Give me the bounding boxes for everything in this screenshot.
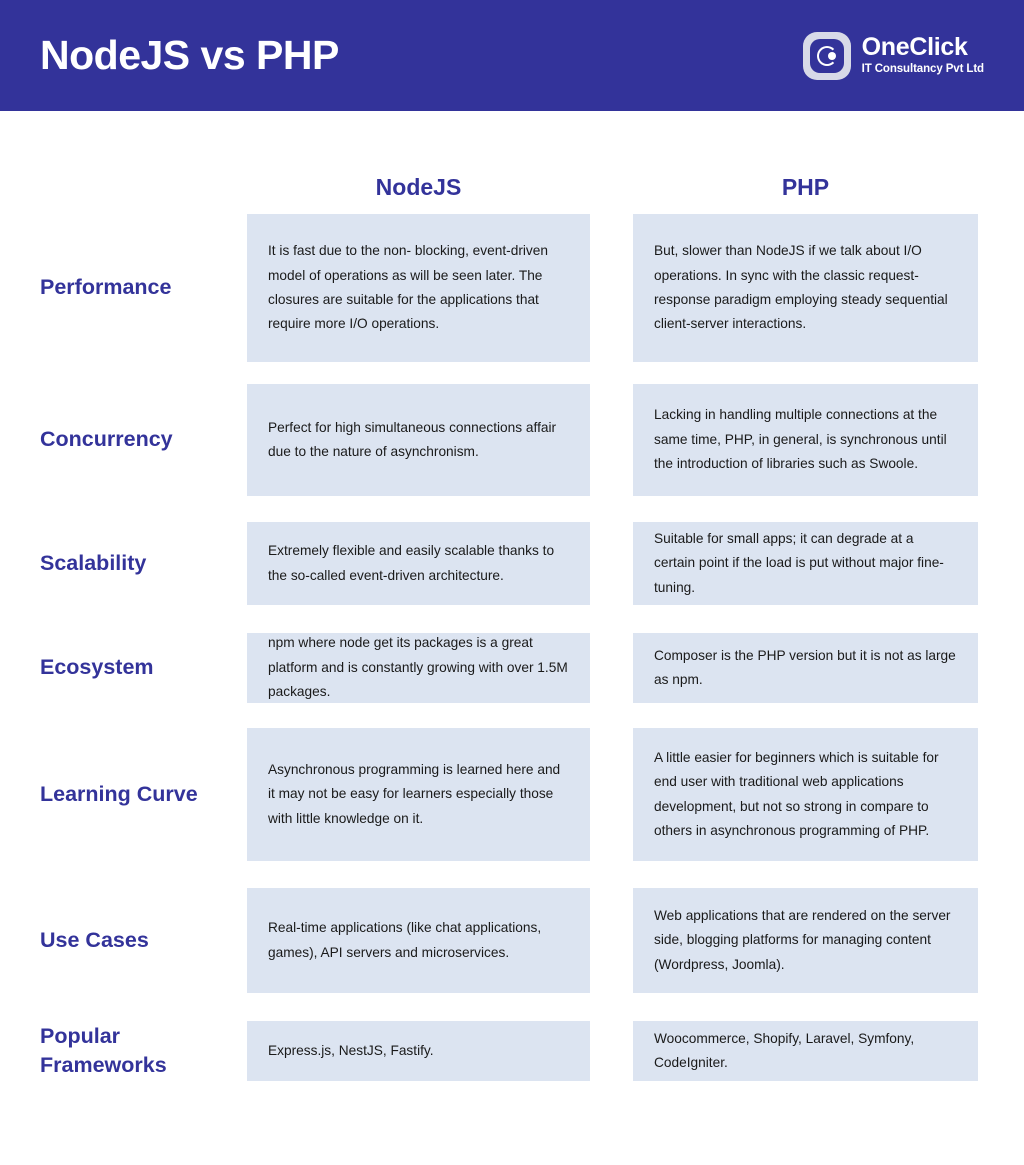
cell-use-cases-php: Web applications that are rendered on the server side, blogging platforms for managing content (Wordpress, Joomla).	[633, 888, 978, 993]
column-headers-row	[0, 174, 1024, 201]
row-label-concurrency: Concurrency	[40, 427, 173, 452]
cell-performance-php: But, slower than NodeJS if we talk about I/O operations. In sync with the classic request-response paradigm employing steady sequential client-server interactions.	[633, 214, 978, 362]
column-header-php: PHP	[781, 174, 830, 200]
page-header	[0, 0, 1024, 111]
table-row	[0, 214, 1024, 362]
logo-tagline: IT Consultancy Pvt Ltd	[861, 63, 984, 76]
cell-gap	[590, 214, 633, 362]
cell-concurrency-php: Lacking in handling multiple connections at the same time, PHP, in general, is synchronous until the introduction of libraries such as Swoole.	[633, 384, 978, 496]
page-title: NodeJS vs PHP	[40, 32, 339, 78]
comparison-table	[0, 174, 1024, 1081]
column-header-spacer	[0, 174, 247, 201]
cell-use-cases-nodejs: Real-time applications (like chat applications, games), API servers and microservices.	[247, 888, 590, 993]
table-row	[0, 1021, 1024, 1081]
cell-learning-curve-php: A little easier for beginners which is suitable for end user with traditional web applications development, but not so strong in compare to others in asynchronous programming of PHP.	[633, 728, 978, 861]
table-row	[0, 522, 1024, 605]
row-label-scalability: Scalability	[40, 550, 147, 575]
logo-company-name: OneClick	[861, 33, 968, 62]
logo-text-block	[862, 35, 984, 76]
cell-ecosystem-php: Composer is the PHP version but it is not as large as npm.	[633, 633, 978, 703]
table-row	[0, 384, 1024, 496]
cell-scalability-php: Suitable for small apps; it can degrade at a certain point if the load is put without major fine-tuning.	[633, 522, 978, 605]
row-spacer	[0, 496, 1024, 522]
cell-gap	[590, 1021, 633, 1081]
table-row	[0, 728, 1024, 861]
row-spacer	[0, 861, 1024, 888]
oneclick-logo-icon	[803, 32, 851, 80]
table-row	[0, 633, 1024, 703]
row-label-use-cases: Use Cases	[40, 927, 149, 952]
cell-gap	[590, 728, 633, 861]
cell-gap	[590, 633, 633, 703]
logo-dot-shape	[828, 52, 836, 60]
cell-gap	[590, 522, 633, 605]
table-row	[0, 888, 1024, 993]
cell-gap	[590, 384, 633, 496]
row-spacer	[0, 703, 1024, 728]
cell-ecosystem-nodejs: npm where node get its packages is a great platform and is constantly growing with over 1.5M packages.	[247, 633, 590, 703]
row-spacer	[0, 362, 1024, 384]
cell-performance-nodejs: It is fast due to the non- blocking, event-driven model of operations as will be seen later. The closures are suitable for the applications that require more I/O operations.	[247, 214, 590, 362]
row-spacer	[0, 605, 1024, 633]
row-label-popular-frameworks: Popular Frameworks	[40, 1023, 167, 1077]
cell-learning-curve-nodejs: Asynchronous programming is learned here and it may not be easy for learners especially those with little knowledge on it.	[247, 728, 590, 861]
row-label-learning-curve: Learning Curve	[40, 781, 198, 806]
cell-gap	[590, 888, 633, 993]
cell-popular-frameworks-php: Woocommerce, Shopify, Laravel, Symfony, CodeIgniter.	[633, 1021, 978, 1081]
brand-logo	[803, 32, 984, 80]
comparison-rows	[0, 214, 1024, 1081]
row-label-performance: Performance	[40, 275, 172, 300]
row-label-ecosystem: Ecosystem	[40, 655, 154, 680]
cell-concurrency-nodejs: Perfect for high simultaneous connections affair due to the nature of asynchronism.	[247, 384, 590, 496]
cell-popular-frameworks-nodejs: Express.js, NestJS, Fastify.	[247, 1021, 590, 1081]
cell-scalability-nodejs: Extremely flexible and easily scalable thanks to the so-called event-driven architecture.	[247, 522, 590, 605]
column-header-gap	[590, 174, 633, 201]
row-spacer	[0, 993, 1024, 1021]
column-header-nodejs: NodeJS	[375, 174, 462, 200]
